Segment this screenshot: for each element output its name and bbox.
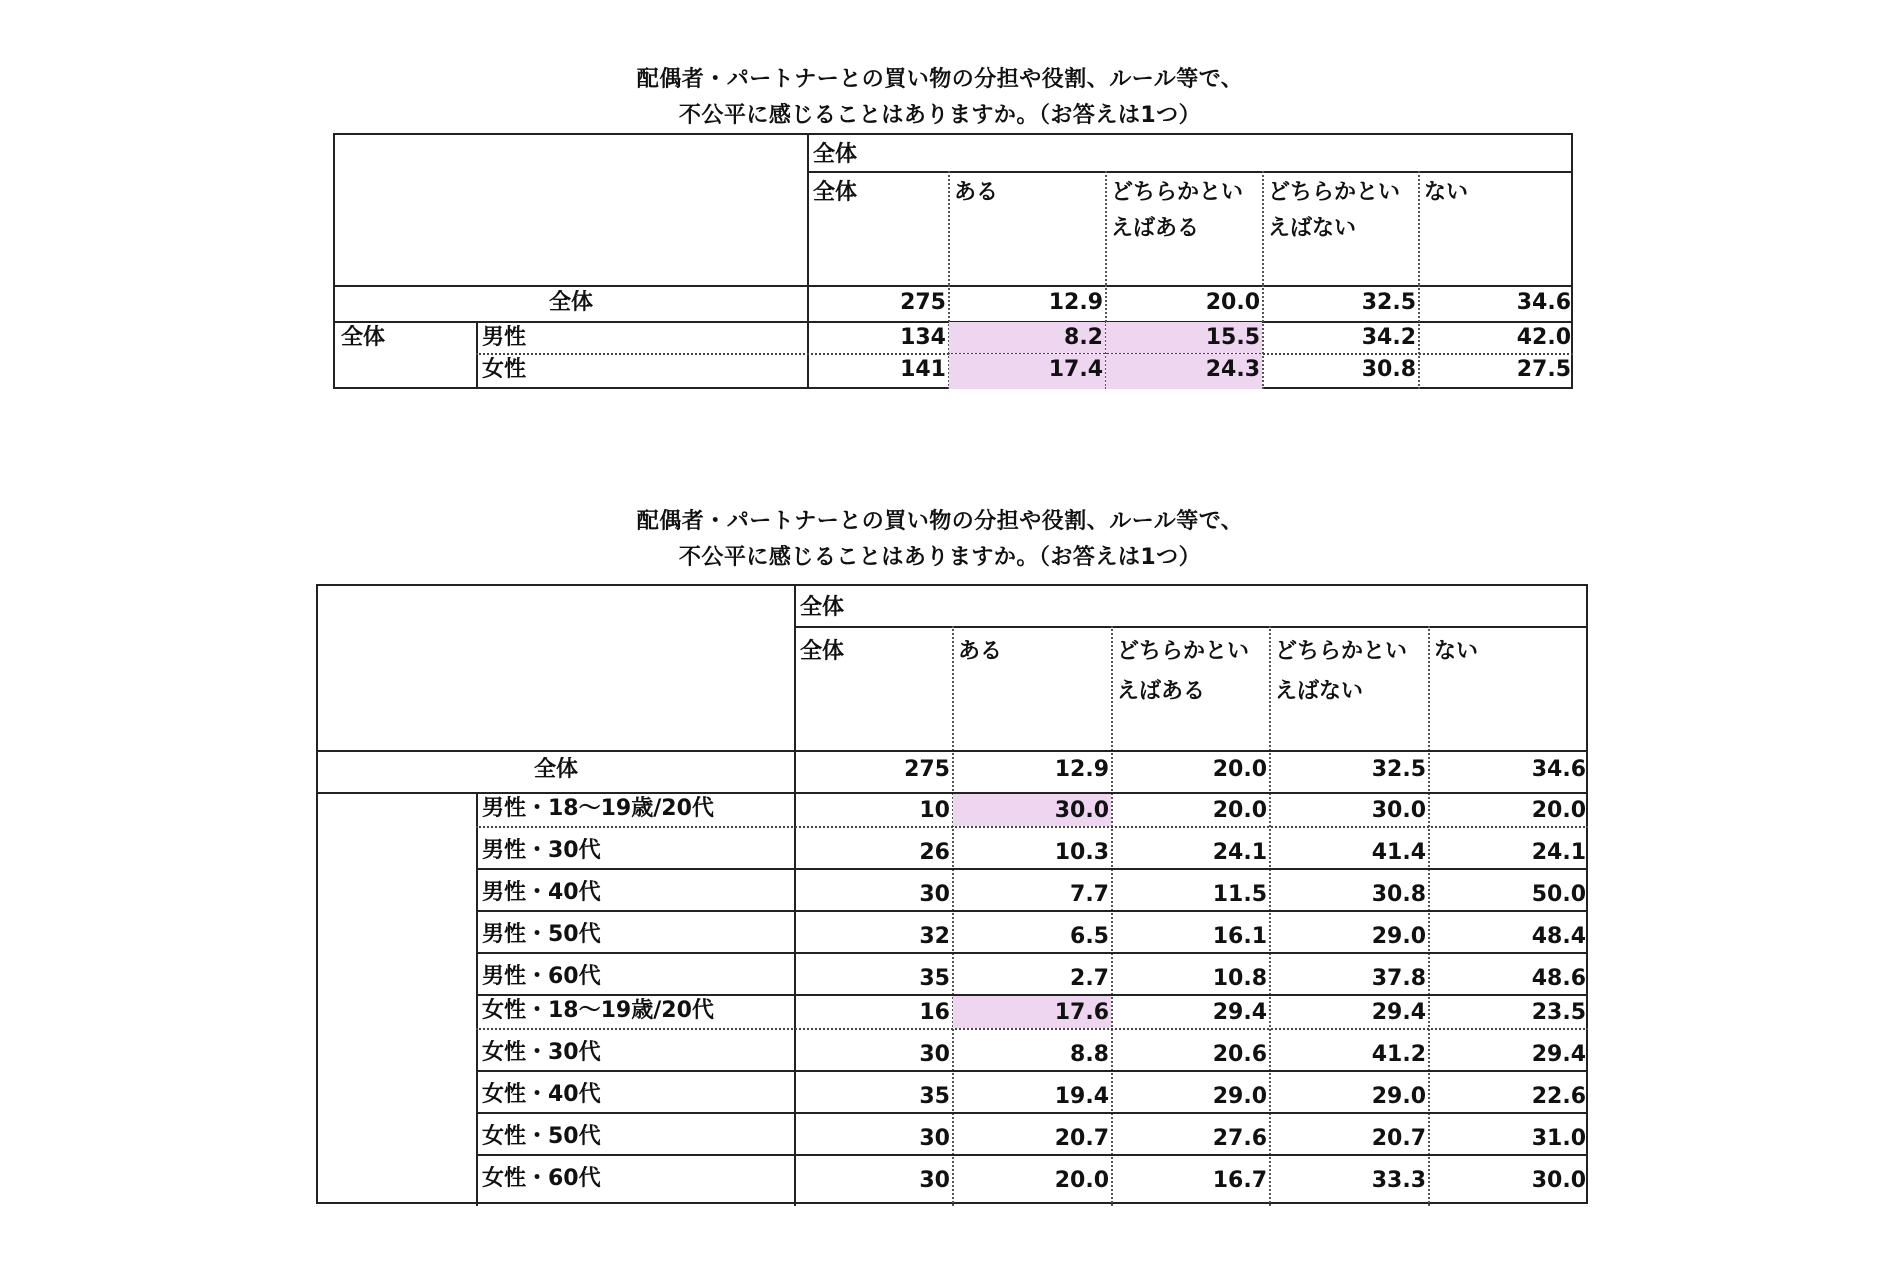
data-cell: 11.5 xyxy=(1212,882,1267,907)
total-cell: 32.5 xyxy=(1371,757,1426,782)
data-cell: 30.8 xyxy=(1361,357,1416,382)
data-cell: 20.0 xyxy=(1531,798,1586,823)
data-cell: 22.6 xyxy=(1531,1084,1586,1109)
grid-line xyxy=(948,171,950,285)
column-header: ある xyxy=(954,180,999,205)
grid-line xyxy=(476,792,478,1206)
data-cell: 29.0 xyxy=(1371,1084,1426,1109)
total-cell: 34.6 xyxy=(1531,757,1586,782)
data-cell: 17.6 xyxy=(953,996,1111,1028)
data-cell: 32 xyxy=(919,924,950,949)
column-header: どちらかとい えばない xyxy=(1275,639,1408,704)
data-cell: 20.0 xyxy=(1212,798,1267,823)
column-header: どちらかとい えばない xyxy=(1268,180,1401,241)
data-cell: 29.0 xyxy=(1212,1084,1267,1109)
data-cell: 24.1 xyxy=(1212,840,1267,865)
data-cell: 30.0 xyxy=(1371,798,1426,823)
total-cell: 20.0 xyxy=(1205,290,1260,315)
grid-line xyxy=(1262,171,1264,285)
table1-title-line1: 配偶者・パートナーとの買い物の分担や役割、ルール等で、 xyxy=(636,67,1244,92)
row-label: 女性・50代 xyxy=(482,1124,601,1149)
data-cell: 8.2 xyxy=(949,322,1105,353)
row-label: 男性・60代 xyxy=(482,964,601,989)
group-header: 全体 xyxy=(813,142,858,167)
data-cell: 30.0 xyxy=(1531,1168,1586,1193)
data-cell: 24.3 xyxy=(1106,354,1262,389)
total-cell: 34.6 xyxy=(1516,290,1571,315)
data-cell: 16.1 xyxy=(1212,924,1267,949)
total-cell: 12.9 xyxy=(1048,290,1103,315)
data-cell: 50.0 xyxy=(1531,882,1586,907)
data-cell: 29.4 xyxy=(1371,1000,1426,1025)
table1 xyxy=(333,133,1573,389)
data-cell: 17.4 xyxy=(949,354,1105,389)
data-cell: 27.5 xyxy=(1516,357,1571,382)
data-cell: 33.3 xyxy=(1371,1168,1426,1193)
row-label: 男性・50代 xyxy=(482,922,601,947)
column-header: ある xyxy=(958,639,1003,664)
data-cell: 27.6 xyxy=(1212,1126,1267,1151)
column-header: 全体 xyxy=(813,180,858,205)
data-cell: 16 xyxy=(919,1000,950,1025)
row-label: 女性・18～19歳/20代 xyxy=(482,998,714,1023)
data-cell: 41.4 xyxy=(1371,840,1426,865)
data-cell: 10.3 xyxy=(1054,840,1109,865)
data-cell: 30 xyxy=(919,1168,950,1193)
table2-title-line2: 不公平に感じることはありますか。（お答えは1つ） xyxy=(678,545,1202,570)
data-cell: 31.0 xyxy=(1531,1126,1586,1151)
data-cell: 2.7 xyxy=(1070,966,1109,991)
column-header: どちらかとい えばある xyxy=(1111,180,1244,241)
section-label: 全体 xyxy=(341,325,386,350)
data-cell: 30 xyxy=(919,1126,950,1151)
data-cell: 20.0 xyxy=(1054,1168,1109,1193)
data-cell: 30 xyxy=(919,882,950,907)
data-cell: 20.6 xyxy=(1212,1042,1267,1067)
data-cell: 29.0 xyxy=(1371,924,1426,949)
data-cell: 41.2 xyxy=(1371,1042,1426,1067)
column-header: ない xyxy=(1434,639,1479,664)
total-cell: 275 xyxy=(904,757,950,782)
grid-line xyxy=(1418,171,1420,285)
table1-title-line2: 不公平に感じることはありますか。（お答えは1つ） xyxy=(678,103,1202,128)
data-cell: 10 xyxy=(919,798,950,823)
data-cell: 134 xyxy=(900,325,946,350)
data-cell: 7.7 xyxy=(1070,882,1109,907)
total-row-label: 全体 xyxy=(533,757,578,782)
data-cell: 35 xyxy=(919,1084,950,1109)
row-label: 男性 xyxy=(482,325,527,350)
table2 xyxy=(316,584,1588,1204)
data-cell: 15.5 xyxy=(1106,322,1262,353)
grid-line xyxy=(1105,171,1107,285)
total-cell: 12.9 xyxy=(1054,757,1109,782)
data-cell: 29.4 xyxy=(1212,1000,1267,1025)
data-cell: 20.7 xyxy=(1371,1126,1426,1151)
row-label: 男性・40代 xyxy=(482,880,601,905)
data-cell: 48.4 xyxy=(1531,924,1586,949)
data-cell: 20.7 xyxy=(1054,1126,1109,1151)
total-cell: 275 xyxy=(900,290,946,315)
grid-line xyxy=(335,285,1573,287)
data-cell: 30.8 xyxy=(1371,882,1426,907)
data-cell: 23.5 xyxy=(1531,1000,1586,1025)
table2-title-line1: 配偶者・パートナーとの買い物の分担や役割、ルール等で、 xyxy=(636,509,1244,534)
table1-title xyxy=(0,62,1880,134)
data-cell: 8.8 xyxy=(1070,1042,1109,1067)
grid-line xyxy=(476,321,478,389)
data-cell: 141 xyxy=(900,357,946,382)
column-header: 全体 xyxy=(800,639,845,664)
row-label: 女性 xyxy=(482,357,527,382)
data-cell: 35 xyxy=(919,966,950,991)
group-header: 全体 xyxy=(800,595,845,620)
column-header: どちらかとい えばある xyxy=(1117,639,1250,704)
total-cell: 32.5 xyxy=(1361,290,1416,315)
row-label: 女性・30代 xyxy=(482,1040,601,1065)
data-cell: 24.1 xyxy=(1531,840,1586,865)
data-cell: 16.7 xyxy=(1212,1168,1267,1193)
data-cell: 29.4 xyxy=(1531,1042,1586,1067)
row-label: 男性・30代 xyxy=(482,838,601,863)
row-label: 女性・40代 xyxy=(482,1082,601,1107)
table2-title xyxy=(0,504,1880,576)
data-cell: 19.4 xyxy=(1054,1084,1109,1109)
data-cell: 30 xyxy=(919,1042,950,1067)
data-cell: 30.0 xyxy=(953,794,1111,826)
total-cell: 20.0 xyxy=(1212,757,1267,782)
row-label: 女性・60代 xyxy=(482,1166,601,1191)
data-cell: 26 xyxy=(919,840,950,865)
row-label: 男性・18～19歳/20代 xyxy=(482,796,714,821)
data-cell: 37.8 xyxy=(1371,966,1426,991)
total-row-label: 全体 xyxy=(548,290,593,315)
data-cell: 6.5 xyxy=(1070,924,1109,949)
data-cell: 34.2 xyxy=(1361,325,1416,350)
data-cell: 48.6 xyxy=(1531,966,1586,991)
column-header: ない xyxy=(1424,180,1469,205)
grid-line xyxy=(318,750,1588,752)
data-cell: 10.8 xyxy=(1212,966,1267,991)
data-cell: 42.0 xyxy=(1516,325,1571,350)
